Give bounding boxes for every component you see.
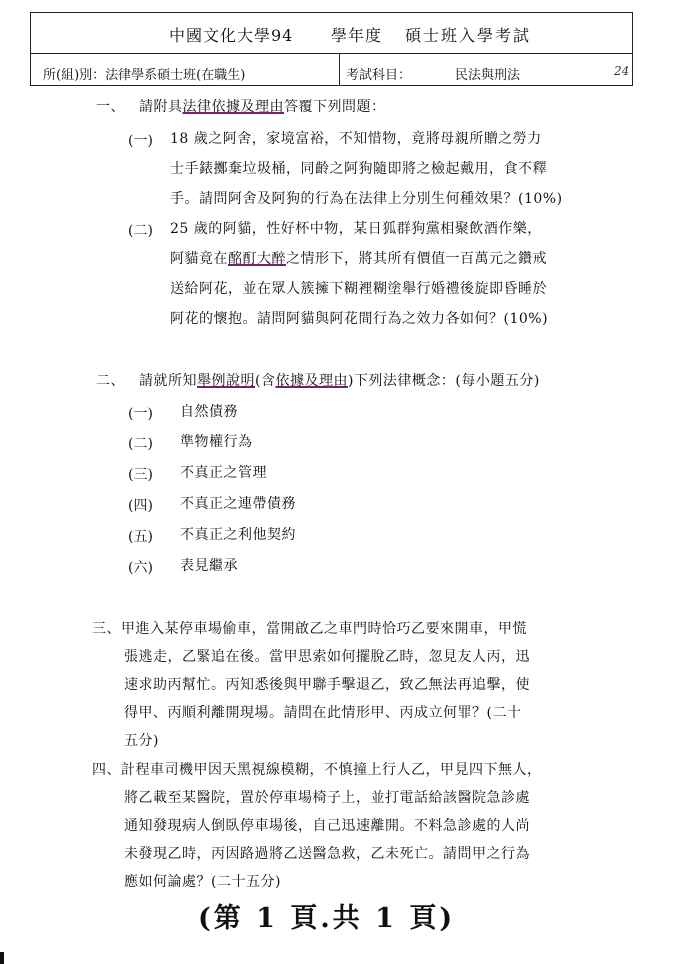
- q1-sub1-line: 手。請問阿舍及阿狗的行為在法律上分別生何種效果？(10%): [170, 191, 563, 207]
- q2-item-number: (一): [128, 406, 153, 422]
- underlined-phrase: 舉例說明: [197, 373, 255, 389]
- q2-item-number: (五): [128, 529, 153, 545]
- page-code: 24: [614, 64, 630, 78]
- q1-sub2-line: 送給阿花，並在眾人簇擁下糊裡糊塗舉行婚禮後旋即昏睡於: [170, 281, 547, 297]
- exam-title: 碩士班入學考試: [405, 26, 532, 45]
- subject-name: 民法與刑法: [455, 68, 521, 83]
- academic-year-label: 學年度: [331, 26, 383, 45]
- q1-sub1-line: 18 歲之阿舍，家境富裕，不知惜物，竟將母親所贈之勞力: [170, 131, 542, 147]
- q1-sub1-number: (一): [128, 133, 153, 149]
- q1-sub2-line: 25 歲的阿貓，性好杯中物，某日狐群狗黨相聚飲酒作樂，: [170, 221, 542, 237]
- exam-header: [30, 12, 633, 86]
- subject-label: 考試科目：: [346, 68, 412, 83]
- question-3-line: 速求助丙幫忙。丙知悉後與甲聯手擊退乙，致乙無法再追擊，使: [124, 677, 530, 693]
- header-column-divider: [339, 53, 340, 85]
- q1-sub2-line: 阿貓竟在酩酊大醉之情形下，將其所有價值一百萬元之鑽戒: [170, 251, 547, 267]
- question-4-line: 四、計程車司機甲因天黑視線模糊，不慎撞上行人乙，甲見四下無人，: [92, 762, 542, 778]
- question-3-line: 張逃走，乙緊追在後。當甲思索如何擺脫乙時，忽見友人丙，迅: [124, 649, 530, 665]
- department-label: 所(組)別：法律學系碩士班(在職生): [43, 68, 246, 83]
- q1-sub1-line: 士手錶擲棄垃圾桶，同齡之阿狗隨即將之檢起戴用，食不釋: [170, 161, 547, 177]
- q2-item-number: (二): [128, 436, 153, 452]
- question-3-line: 五分): [124, 733, 159, 749]
- q2-item-number: (三): [128, 467, 153, 483]
- q2-item-text: 表見繼承: [180, 558, 238, 574]
- q1-sub2-number: (二): [128, 223, 153, 239]
- q2-item-text: 不真正之利他契約: [180, 527, 296, 543]
- scan-mark: [0, 952, 4, 964]
- q2-item-number: (四): [128, 498, 153, 514]
- question-4-line: 通知發現病人倒臥停車場後，自己迅速離開。不料急診處的人尚: [124, 818, 530, 834]
- question-3-line: 三、甲進入某停車場偷車，當開啟乙之車門時恰巧乙要來開車，甲慌: [92, 621, 527, 637]
- q2-item-text: 準物權行為: [180, 434, 253, 450]
- question-4-line: 未發現乙時，丙因路過將乙送醫急救，乙未死亡。請問甲之行為: [124, 846, 530, 862]
- page-footer: (第 1 頁.共 1 頁): [198, 903, 456, 934]
- question-1-prompt: 一、 請附具法律依據及理由答覆下列問題：: [96, 99, 386, 115]
- question-4-line: 應如何論處？(二十五分): [124, 874, 281, 890]
- question-4-line: 將乙載至某醫院，置於停車場椅子上，並打電話給該醫院急診處: [124, 790, 530, 806]
- underlined-phrase: 依據及理由: [275, 373, 348, 389]
- underlined-phrase: 法律依據及理由: [182, 99, 284, 115]
- q2-item-text: 不真正之連帶債務: [180, 496, 296, 512]
- q2-item-text: 不真正之管理: [180, 465, 267, 481]
- q2-item-text: 自然債務: [180, 404, 238, 420]
- question-1-number: 一、: [96, 99, 125, 115]
- school-name: 中國文化大學94: [169, 26, 294, 45]
- question-2-number: 二、: [96, 373, 125, 389]
- underlined-phrase: 酩酊大醉: [228, 251, 286, 267]
- q2-item-number: (六): [128, 560, 153, 576]
- q1-sub2-line: 阿花的懷抱。請問阿貓與阿花間行為之效力各如何？(10%): [170, 311, 549, 327]
- question-3-line: 得甲、丙順利離開現場。請問在此情形甲、丙成立何罪？(二十: [124, 705, 522, 721]
- header-divider: [31, 53, 632, 54]
- question-2-prompt: 二、 請就所知舉例說明(含依據及理由)下列法律概念：(每小題五分): [96, 373, 540, 389]
